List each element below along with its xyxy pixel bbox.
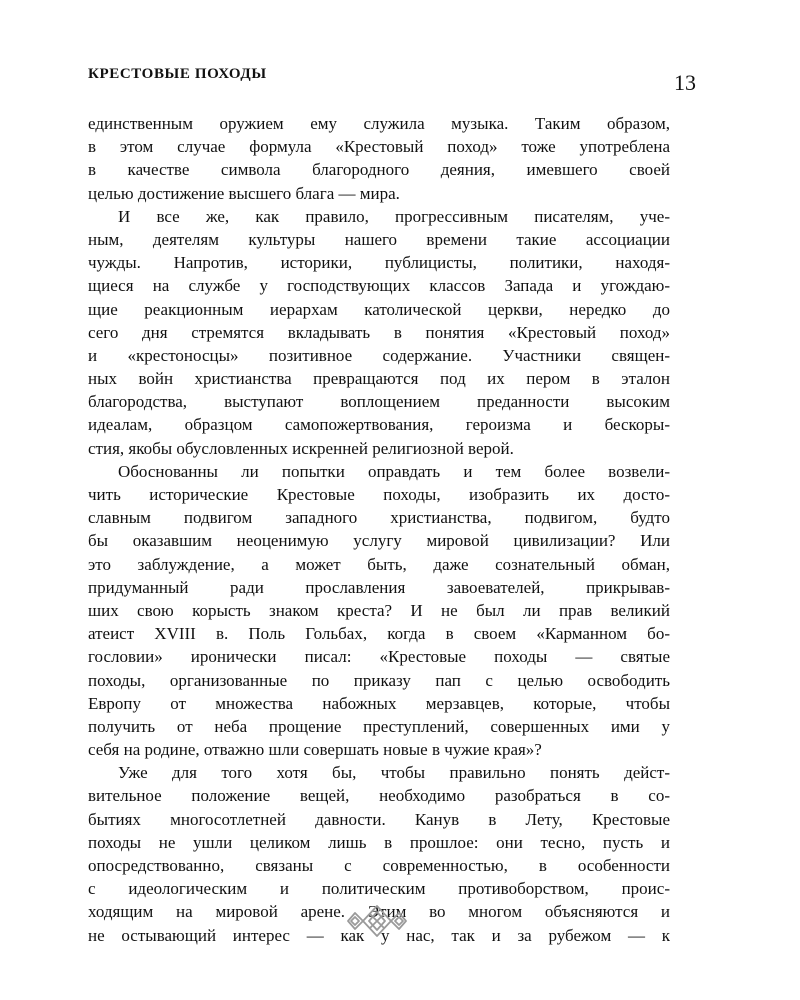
text-line: бытиях многосотлетней давности. Канув в Лету, Крестовые <box>88 809 670 829</box>
text-line: чужды. Напротив, историки, публицисты, политики, находя- <box>88 253 670 273</box>
text-line: в качестве символа благородного деяния, имевшего своей <box>88 160 670 180</box>
text-line: бы оказавшим неоценимую услугу мировой цивилизации? Или <box>88 531 670 551</box>
text-line: себя на родине, отважно шли совершать новые в чужие края»? <box>88 740 542 760</box>
text-line: гословии» иронически писал: «Крестовые походы — святые <box>88 647 670 667</box>
running-title: КРЕСТОВЫЕ ПОХОДЫ <box>88 66 267 82</box>
text-line: не остывающий интерес — как у нас, так и за рубежом — к <box>88 925 670 945</box>
text-line: ших свою корысть знаком креста? И не был ли прав великий <box>88 600 670 620</box>
text-line: единственным оружием ему служила музыка. Таким образом, <box>88 114 670 133</box>
text-line: придуманный ради прославления завоевателей, прикрывав- <box>88 577 670 597</box>
page-number: 13 <box>674 70 696 95</box>
text-line: Обоснованны ли попытки оправдать и тем более возвели- <box>118 461 670 481</box>
text-line: щиеся на службе у господствующих классов Запада и угождаю- <box>88 276 670 296</box>
text-line: идеалам, образцом самопожертвования, героизма и бескоры- <box>88 415 670 435</box>
text-line: ным, деятелям культуры нашего времени такие ассоциации <box>88 229 670 249</box>
text-line: Европу от множества набожных мерзавцев, которые, чтобы <box>88 693 670 713</box>
text-line: атеист XVIII в. Поль Гольбах, когда в своем «Карманном бо- <box>88 624 670 644</box>
text-line: ходящим на мировой арене. Этим во многом объясняются и <box>88 902 670 922</box>
text-line: ных войн христианства превращаются под их пером в эталон <box>88 369 670 389</box>
text-line: И все же, как правило, прогрессивным писателям, уче- <box>118 206 670 226</box>
text-line: целью достижение высшего блага — мира. <box>88 183 400 203</box>
text-line: стия, якобы обусловленных искренней религиозной верой. <box>88 438 514 458</box>
text-line: опосредствованно, связаны с современностью, в особенности <box>88 856 670 875</box>
text-line: походы не ушли целиком лишь в прошлое: они тесно, пусть и <box>88 832 670 852</box>
celtic-knot-icon <box>346 904 408 938</box>
text-line: Уже для того хотя бы, чтобы правильно понять дейст- <box>118 763 670 783</box>
text-line: сего дня стремятся вкладывать в понятия «Крестовый поход» <box>88 322 670 342</box>
body-text <box>88 112 670 947</box>
text-line: чить исторические Крестовые походы, изобразить их досто- <box>88 485 670 504</box>
text-line: щие реакционным иерархам католической церкви, нередко до <box>88 299 670 319</box>
text-line: в этом случае формула «Крестовый поход» тоже употреблена <box>88 137 670 157</box>
text-line: получить от неба прощение преступлений, совершенных ими у <box>88 716 670 736</box>
text-line: с идеологическим и политическим противоборством, проис- <box>88 879 670 899</box>
text-line: славным подвигом западного христианства, подвигом, будто <box>88 508 670 528</box>
text-line: и «крестоносцы» позитивное содержание. Участники священ- <box>88 345 670 365</box>
text-line: вительное положение вещей, необходимо разобраться в со- <box>88 786 670 806</box>
text-line: походы, организованные по приказу пап с целью освободить <box>88 670 670 690</box>
text-line: благородства, выступают воплощением преданности высоким <box>88 392 670 412</box>
text-line: это заблуждение, а может быть, даже сознательный обман, <box>88 554 670 574</box>
